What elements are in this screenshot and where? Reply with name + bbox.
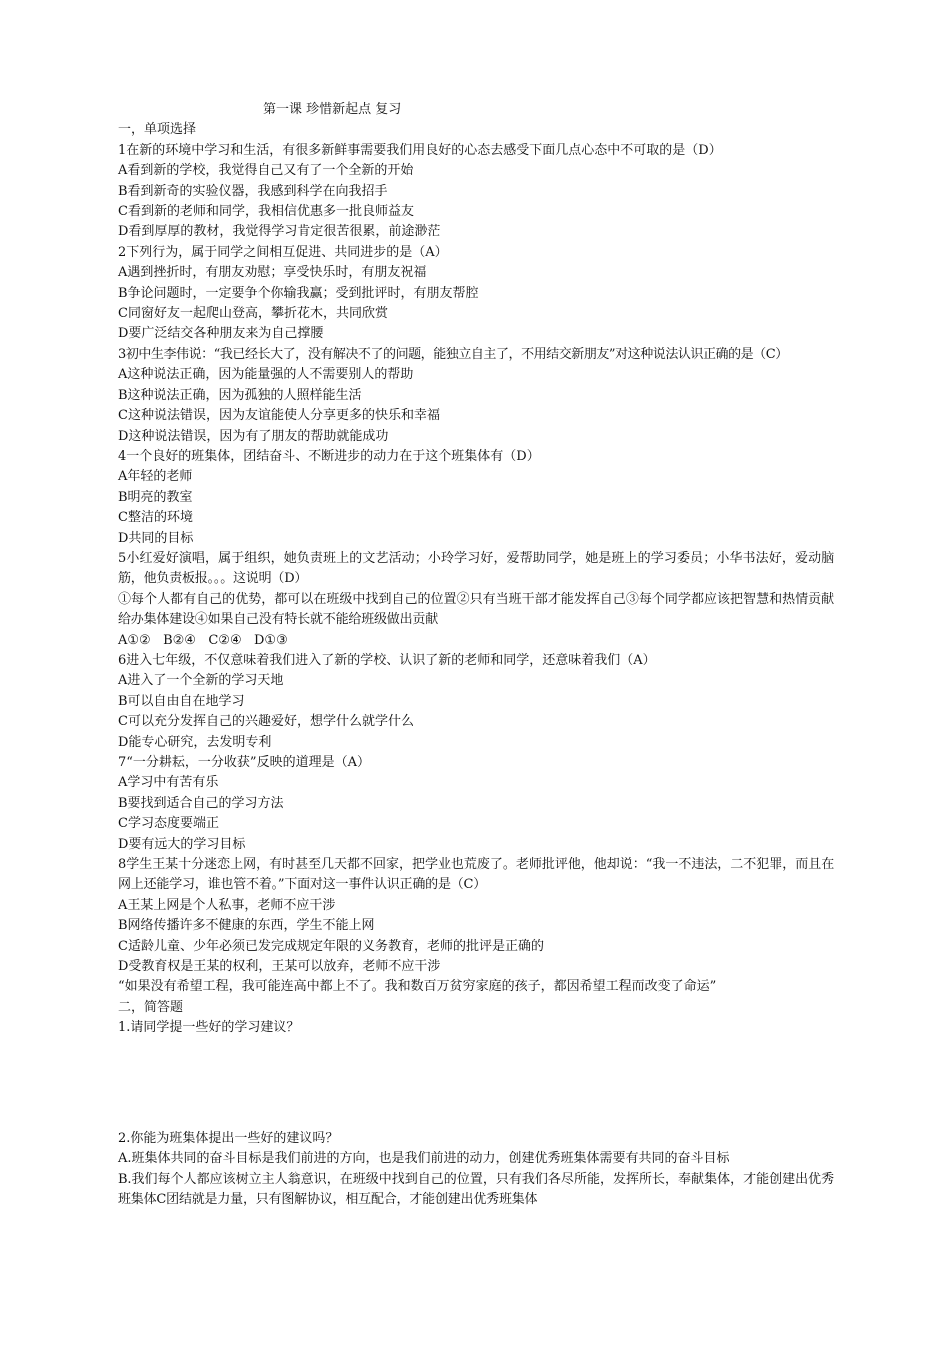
question-1-option-c: C看到新的老师和同学，我相信优惠多一批良师益友 xyxy=(118,204,414,220)
question-7-option-b: B要找到适合自己的学习方法 xyxy=(118,795,284,811)
question-6-option-b: B可以自由自在地学习 xyxy=(118,693,245,709)
question-7-option-a: A学习中有苦有乐 xyxy=(118,775,219,791)
question-3-stem: 3初中生李伟说：“我已经长大了，没有解决不了的问题，能独立自主了，不用结交新朋友”对这种说法认识正确的是（C） xyxy=(118,346,788,362)
question-3-option-a: A这种说法正确，因为能量强的人不需要别人的帮助 xyxy=(118,367,414,383)
question-2-option-c: C同窗好友一起爬山登高，攀折花木，共同欣赏 xyxy=(118,306,388,322)
question-4-option-b: B明亮的教室 xyxy=(118,489,193,505)
question-4-option-c: C整洁的环境 xyxy=(118,510,193,526)
question-2-option-d: D要广泛结交各种朋友来为自己撑腰 xyxy=(118,326,324,342)
quote-line: “如果没有希望工程，我可能连高中都上不了。我和数百万贫穷家庭的孩子，都因希望工程而改变了命运” xyxy=(118,979,717,995)
question-2-option-a: A遇到挫折时，有朋友劝慰；享受快乐时，有朋友祝福 xyxy=(118,265,427,281)
question-8-stem: 8学生王某十分迷恋上网，有时甚至几天都不回家，把学业也荒废了。老师批评他，他却说：“我一不违法，二不犯罪，而且在网上还能学习，谁也管不着。”下面对这一事件认识正确的是（C） xyxy=(118,857,834,893)
question-3-option-c: C这种说法错误，因为友谊能使人分享更多的快乐和幸福 xyxy=(118,408,440,424)
question-6-option-d: D能专心研究，去发明专利 xyxy=(118,734,272,750)
short-answer-2-a: A.班集体共同的奋斗目标是我们前进的方向，也是我们前进的动力，创建优秀班集体需要有共同的奋斗目标 xyxy=(118,1151,730,1167)
question-8-option-b: B网络传播许多不健康的东西，学生不能上网 xyxy=(118,918,375,934)
question-6-option-c: C可以充分发挥自己的兴趣爱好，想学什么就学什么 xyxy=(118,714,414,730)
document-title: 第一课 珍惜新起点 复习 xyxy=(263,102,402,117)
question-1-option-a: A看到新的学校，我觉得自己又有了一个全新的开始 xyxy=(118,163,414,179)
question-6-option-a: A进入了一个全新的学习天地 xyxy=(118,673,284,689)
question-1-option-d: D看到厚厚的教材，我觉得学习肯定很苦很累，前途渺茫 xyxy=(118,224,441,240)
question-5-statements: ①每个人都有自己的优势，都可以在班级中找到自己的位置②只有当班干部才能发挥自己③每个同学都应该把智慧和热情贡献给办集体建设④如果自己没有特长就不能给班级做出贡献 xyxy=(118,591,834,628)
question-1-option-b: B看到新奇的实验仪器，我感到科学在向我招手 xyxy=(118,183,388,199)
question-5-options: A①② B②④ C②④ D①③ xyxy=(118,632,288,648)
question-7-option-d: D要有远大的学习目标 xyxy=(118,836,246,852)
question-7-stem: 7“一分耕耘，一分收获”反映的道理是（A） xyxy=(118,755,370,770)
question-3-option-b: B这种说法正确，因为孤独的人照样能生活 xyxy=(118,387,362,403)
short-answer-2-bc: B.我们每个人都应该树立主人翁意识，在班级中找到自己的位置，只有我们各尽所能，发挥所长，奉献集体，才能创建出优秀班集体C团结就是力量，只有图解协议，相互配合，才能创建出优秀班集体 xyxy=(118,1171,834,1207)
question-1-stem: 1在新的环境中学习和生活，有很多新鲜事需要我们用良好的心态去感受下面几点心态中不可取的是（D） xyxy=(118,142,722,158)
section-heading-choice: 一，单项选择 xyxy=(118,122,197,138)
question-3-option-d: D这种说法错误，因为有了朋友的帮助就能成功 xyxy=(118,428,389,444)
document-page xyxy=(118,100,834,1210)
question-4-option-d: D共同的目标 xyxy=(118,530,194,546)
question-6-stem: 6进入七年级，不仅意味着我们进入了新的学校、认识了新的老师和同学，还意味着我们（A） xyxy=(118,652,656,668)
question-8-option-a: A王某上网是个人私事，老师不应干涉 xyxy=(118,897,336,913)
question-7-option-c: C学习态度要端正 xyxy=(118,816,219,832)
question-4-option-a: A年轻的老师 xyxy=(118,469,193,485)
question-8-option-d: D受教育权是王某的权利，王某可以放弃，老师不应干涉 xyxy=(118,959,441,975)
question-4-stem: 4一个良好的班集体，团结奋斗、不断进步的动力在于这个班集体有（D） xyxy=(118,448,540,464)
answer-space xyxy=(118,1039,834,1129)
question-8-option-c: C适龄儿童、少年必须已发完成规定年限的义务教育，老师的批评是正确的 xyxy=(118,938,544,954)
question-5-stem: 5小红爱好演唱，属于组织，她负责班上的文艺活动；小玲学习好，爱帮助同学，她是班上的学习委员；小华书法好，爱动脑筋，他负责板报。。。这说明（D） xyxy=(118,550,834,587)
question-2-stem: 2下列行为，属于同学之间相互促进、共同进步的是（A） xyxy=(118,244,448,260)
section-heading-short-answer: 二，简答题 xyxy=(118,999,184,1015)
short-question-2: 2.你能为班集体提出一些好的建议吗？ xyxy=(118,1130,339,1146)
short-question-1: 1.请同学提一些好的学习建议？ xyxy=(118,1020,300,1036)
question-2-option-b: B争论问题时，一定要争个你输我赢；受到批评时，有朋友帮腔 xyxy=(118,285,479,301)
